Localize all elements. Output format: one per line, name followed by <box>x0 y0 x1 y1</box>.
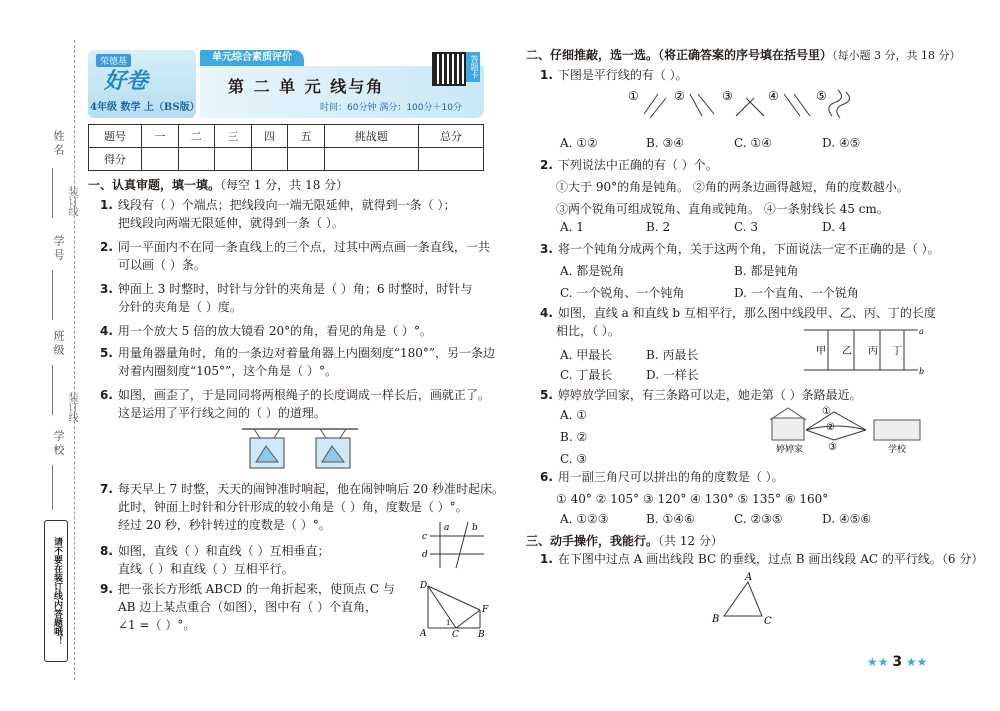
question-text: 线段有（ ）个端点；把线段向一端无限延伸，就得到一条（ ）； <box>117 198 456 212</box>
row-label-score: 得分 <box>89 148 142 171</box>
section-1-title <box>88 176 348 193</box>
column-header: 三 <box>215 125 252 148</box>
option[interactable]: A. 都是锐角 <box>560 264 625 278</box>
question-text: 这是运用了平行线之间的（ ）的道理。 <box>118 406 326 420</box>
figure-line <box>698 94 714 114</box>
section-3-note: （共 12 分） <box>658 534 723 548</box>
question-number: 2. <box>100 240 113 254</box>
section-2-heading: 二、仔细推敲，选一选。（将正确答案的序号填在括号里） <box>526 48 833 62</box>
cut-mark: 装订线 <box>66 186 77 216</box>
option[interactable]: D. ④⑤⑥ <box>822 512 872 526</box>
option[interactable]: D. 一个直角、一个锐角 <box>734 286 859 300</box>
grade-label: 4年级 数学 上（BS版） <box>90 102 200 113</box>
option[interactable]: C. 一个锐角、一个钝角 <box>560 286 685 300</box>
point-label: C <box>452 630 459 638</box>
segment-label: 乙 <box>842 346 852 357</box>
question-text: 把线段向两端无限延伸，就得到一条（ ）。 <box>118 216 344 230</box>
line-label: b <box>919 367 924 376</box>
column-header: 总分 <box>418 125 483 148</box>
table-row <box>89 148 484 171</box>
score-cell[interactable] <box>418 148 483 171</box>
section-3-heading: 三、动手操作，我能行。 <box>526 534 659 548</box>
score-cell[interactable] <box>178 148 215 171</box>
option[interactable]: C. ③ <box>560 452 588 466</box>
score-cell[interactable] <box>251 148 288 171</box>
brand-logo: 好卷 <box>104 68 149 94</box>
option[interactable]: A. ①②③ <box>560 512 609 526</box>
question-number: 5. <box>100 346 113 360</box>
class-label: 班级 <box>52 330 65 358</box>
segment-label: 丁 <box>892 346 902 357</box>
question-number: 6. <box>540 470 553 484</box>
school-label: 学校 <box>52 430 65 458</box>
option[interactable]: A. 1 <box>560 220 584 234</box>
school-building-icon <box>874 420 920 440</box>
figure-line <box>784 94 800 116</box>
question-1-4 <box>100 322 432 340</box>
question-text: 如图，直线 a 和直线 b 互相平行，那么图中线段甲、乙、丙、丁的长度 <box>557 306 936 320</box>
vertex-label: A <box>745 572 753 583</box>
line-label: b <box>472 523 478 533</box>
folded-paper-figure <box>418 576 490 638</box>
segment-label: 甲 <box>816 346 826 357</box>
question-number: 4. <box>540 306 553 320</box>
figure-line <box>736 98 754 116</box>
point-label: F <box>482 605 489 615</box>
figure-line <box>650 98 666 118</box>
option[interactable]: A. 甲最长 <box>560 348 613 362</box>
question-1-5 <box>100 344 495 380</box>
answer-card-tag: 答题卡 <box>466 52 480 82</box>
option[interactable]: B. 丙最长 <box>646 348 699 362</box>
line-label: a <box>444 523 450 533</box>
route-mark: ③ <box>828 442 837 453</box>
figure-mark: ④ <box>768 89 779 103</box>
route-2 <box>806 426 866 430</box>
table-row <box>89 125 484 148</box>
question-text: 将一个钝角分成两个角，关于这两个角，下面说法一定不正确的是（ ）。 <box>557 242 940 256</box>
question-1-2 <box>100 238 490 274</box>
line-label: c <box>422 532 428 542</box>
parallel-segments-figure <box>804 326 924 376</box>
route-3 <box>806 430 866 440</box>
column-header: 挑战题 <box>324 125 418 148</box>
question-text: 对着内圈刻度“105°”，这个角是（ ）°。 <box>118 364 337 378</box>
rope <box>340 429 346 438</box>
question-number: 1. <box>540 68 553 82</box>
section-3-title <box>526 532 723 549</box>
question-text: 用一副三角尺可以拼出的角的度数是（ ）。 <box>557 470 784 484</box>
option[interactable]: B. 都是钝角 <box>734 264 799 278</box>
binding-margin <box>0 0 80 711</box>
question-number: 3. <box>540 242 553 256</box>
question-number: 5. <box>540 388 553 402</box>
question-text: 分针的夹角是（ ）度。 <box>118 300 242 314</box>
angle-label: 1 <box>446 619 451 627</box>
rope <box>320 429 326 438</box>
option[interactable]: B. ③④ <box>646 136 684 150</box>
triangle-figure[interactable] <box>706 570 776 626</box>
figure-curve <box>829 90 842 116</box>
question-number: 1. <box>100 198 113 212</box>
question-2-2 <box>540 156 909 218</box>
option[interactable]: C. ②③⑤ <box>734 512 783 526</box>
class-underline[interactable] <box>52 365 53 415</box>
figure-mark: ① <box>628 89 639 103</box>
page-number <box>867 654 927 670</box>
star-icon: ★★ <box>867 655 889 669</box>
point-label: A <box>420 629 427 638</box>
question-text: 每天早上 7 时整，天天的闹钟准时响起，他在闹钟响后 20 秒准时起床。 <box>117 482 504 496</box>
rope <box>274 429 280 438</box>
name-underline[interactable] <box>52 168 53 218</box>
line-label: d <box>422 550 428 560</box>
column-header: 二 <box>178 125 215 148</box>
question-text: 直线（ ）和直线（ ）互相平行。 <box>118 562 294 576</box>
question-text: 在下图中过点 A 画出线段 BC 的垂线，过点 B 画出线段 AC 的平行线。（6 分） <box>557 552 984 566</box>
option[interactable]: B. ①④⑥ <box>646 512 695 526</box>
question-text: 如图，直线（ ）和直线（ ）互相垂直； <box>117 544 330 558</box>
question-number: 1. <box>540 552 553 566</box>
score-cell[interactable] <box>215 148 252 171</box>
question-1-9 <box>100 580 395 634</box>
column-header: 四 <box>251 125 288 148</box>
option[interactable]: B. ② <box>560 430 588 444</box>
route-1 <box>806 412 866 430</box>
question-1-3 <box>100 280 472 316</box>
vertex-label: C <box>764 616 772 626</box>
option[interactable]: D. 一样长 <box>646 368 699 382</box>
figure-line <box>746 98 764 116</box>
name-label: 姓名 <box>52 130 65 158</box>
question-text: 此时，钟面上时针和分针形成的较小角是（ ）角，度数是（ ）°。 <box>118 500 468 514</box>
question-number: 7. <box>100 482 113 496</box>
question-text: AB 边上某点重合（如图），图中有（ ）个直角， <box>118 600 378 614</box>
question-text: 用量角器量角时，角的一条边对着量角器上内圈刻度“180°”，另一条边 <box>117 346 496 360</box>
time-score-info: 时间：60分钟 满分：100分＋10分 <box>320 103 462 113</box>
question-2-1 <box>540 66 688 84</box>
angle-list: ① 40° ② 105° ③ 120° ④ 130° ⑤ 135° ⑥ 160° <box>556 492 829 506</box>
vertex-label: B <box>712 614 720 625</box>
question-text: 同一平面内不在同一条直线上的三个点，过其中两点画一条直线，一共 <box>117 240 490 254</box>
question-text: 钟面上 3 时整时，时针与分针的夹角是（ ）角；6 时整时，时针与 <box>117 282 473 296</box>
question-text: 可以画（ ）条。 <box>118 258 206 272</box>
line-label: a <box>919 327 924 336</box>
page-number-value: 3 <box>892 654 903 670</box>
score-cell[interactable] <box>324 148 418 171</box>
page-title: 第 二 单 元 线与角 <box>228 77 385 96</box>
column-header: 五 <box>288 125 325 148</box>
question-number: 6. <box>100 388 113 402</box>
question-1-6 <box>100 386 490 422</box>
star-icon: ★★ <box>905 655 928 669</box>
question-1-1 <box>100 196 455 232</box>
school-label: 学校 <box>888 445 907 455</box>
statement: ③两个锐角可组成锐角、直角或钝角。 ④一条射线长 45 cm。 <box>556 202 889 216</box>
line-b <box>456 522 468 568</box>
question-number: 3. <box>100 282 113 296</box>
question-text: 把一张长方形纸 ABCD 的一角折起来，使顶点 C 与 <box>117 582 395 596</box>
intersecting-lines-figure <box>420 520 490 570</box>
section-2-title <box>526 46 961 63</box>
row-label-question: 题号 <box>89 125 142 148</box>
option[interactable]: C. ①④ <box>734 136 772 150</box>
figure-mark: ③ <box>722 89 733 103</box>
rope <box>254 429 260 438</box>
hanging-pictures-figure <box>240 426 360 472</box>
figure-line <box>794 94 810 116</box>
question-number: 8. <box>100 544 113 558</box>
publisher-label: 荣德基 <box>96 54 131 67</box>
evaluation-tag: 单元综合素质评价 <box>200 50 304 66</box>
cut-mark: 装订线 <box>66 392 77 422</box>
statement: ①大于 90°的角是钝角。 ②角的两条边画得越短，角的度数越小。 <box>556 180 909 194</box>
binding-dashed-line <box>74 40 75 680</box>
question-text: 用一个放大 5 倍的放大镜看 20°的角，看见的角是（ ）°。 <box>117 324 432 338</box>
option[interactable]: C. 丁最长 <box>560 368 613 382</box>
column-header: 一 <box>142 125 179 148</box>
question-2-5 <box>540 386 862 404</box>
question-text: 如图，画歪了，于是同同将两根绳子的长度调成一样长后，画就正了。 <box>117 388 490 402</box>
score-table <box>88 124 484 171</box>
three-routes-figure <box>770 406 930 456</box>
score-cell[interactable] <box>142 148 179 171</box>
section-2-note: （每小题 3 分，共 18 分） <box>832 49 961 62</box>
question-number: 4. <box>100 324 113 338</box>
route-mark: ① <box>822 406 831 417</box>
option[interactable]: D. ④⑤ <box>822 136 861 150</box>
question-text: 下列说法中正确的有（ ）个。 <box>557 158 718 172</box>
option[interactable]: B. 2 <box>646 220 671 234</box>
home-label: 婷婷家 <box>776 445 804 455</box>
point-label: D <box>420 581 428 591</box>
question-1-8 <box>100 542 329 578</box>
brand-logo-box <box>88 50 200 118</box>
question-number: 9. <box>100 582 113 596</box>
question-text: ∠1 =（ ）°。 <box>118 618 196 632</box>
student-id-label: 学号 <box>52 235 65 263</box>
section-1-note: （每空 1 分，共 18 分） <box>220 178 349 192</box>
student-id-underline[interactable] <box>52 270 53 320</box>
question-text: 下图是平行线的有（ ）。 <box>557 68 688 82</box>
question-number: 2. <box>540 158 553 172</box>
point-label: B <box>478 630 485 638</box>
option[interactable]: A. ① <box>560 408 588 422</box>
route-mark: ② <box>826 422 835 433</box>
school-underline[interactable] <box>52 465 53 510</box>
figure-curve <box>837 92 850 118</box>
section-1-heading: 一、认真审题，填一填。 <box>88 178 221 192</box>
option[interactable]: D. 4 <box>822 220 847 234</box>
worksheet-header <box>88 50 484 120</box>
question-text: 婷婷放学回家，有三条路可以走，她走第（ ）条路最近。 <box>557 388 862 402</box>
option[interactable]: C. 3 <box>734 220 759 234</box>
binding-warning: 请不要在装订线内答题哦！ <box>44 520 68 662</box>
triangle-ABC <box>724 582 762 616</box>
fold-edge-CF <box>456 610 480 628</box>
score-cell[interactable] <box>288 148 325 171</box>
figure-mark: ⑤ <box>816 89 827 103</box>
question-text: 经过 20 秒，秒针转过的度数是（ ）°。 <box>118 518 331 532</box>
question-3-1 <box>540 550 983 568</box>
option[interactable]: A. ①② <box>560 136 598 150</box>
house-icon <box>772 418 804 440</box>
question-2-3 <box>540 240 940 258</box>
figure-mark: ② <box>674 89 685 103</box>
segment-label: 丙 <box>868 346 878 357</box>
question-text: 相比，（ ）。 <box>556 324 620 338</box>
question-2-6 <box>540 468 828 508</box>
parallel-lines-figure <box>628 88 858 122</box>
qr-code-icon[interactable] <box>432 52 466 86</box>
